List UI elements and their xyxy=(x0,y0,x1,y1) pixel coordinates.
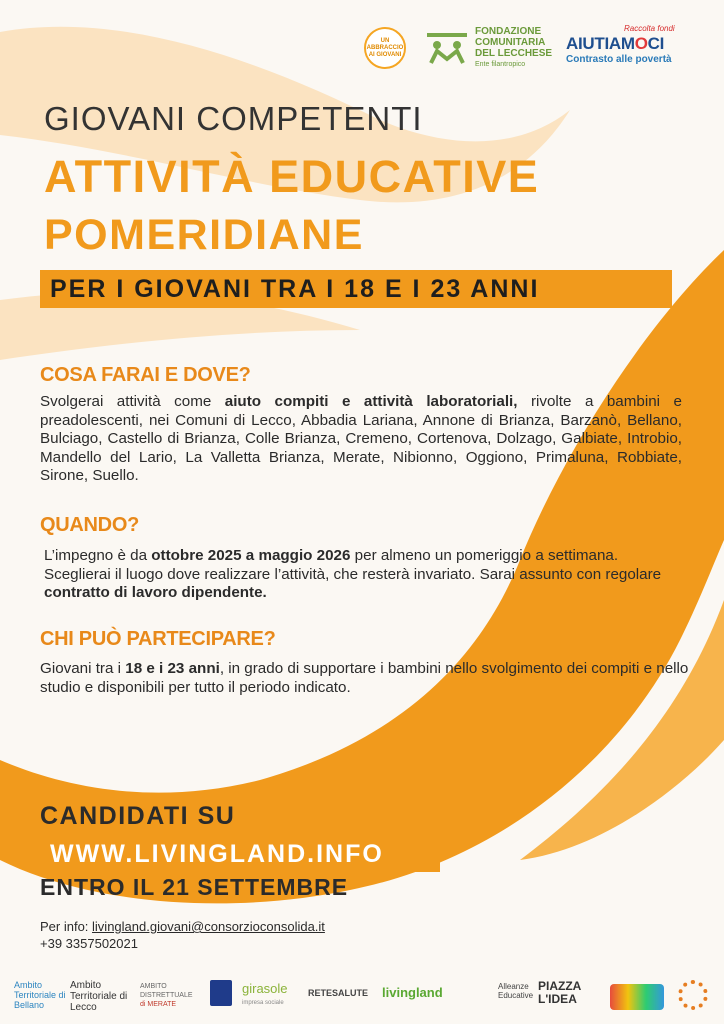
lecco-logo: Ambito Territoriale di Lecco xyxy=(70,980,128,1013)
info-label: Per info: xyxy=(40,919,93,934)
bellano-logo: Ambito Territoriale di Bellano xyxy=(14,980,66,1010)
footer-logos xyxy=(10,976,714,1020)
children-logo xyxy=(610,984,664,1010)
section2-heading: QUANDO? xyxy=(40,514,140,536)
phone-number: +39 3357502021 xyxy=(40,936,138,951)
piazza-idea-logo: PIAZZA L'IDEA xyxy=(538,979,582,1006)
aiutiamoci-name: AIUTIAMOCI xyxy=(566,34,665,53)
section3-body: Giovani tra i 18 e i 23 anni, in grado di supportare i bambini nello svolgimento dei compiti e nello studio e disponibili per tutto il periodo indicato. xyxy=(40,660,689,696)
fondazione-line3: DEL LECCHESE xyxy=(475,48,553,59)
girasole-logo: girasole impresa sociale xyxy=(242,981,288,1006)
raccolta-fondi-label: Raccolta fondi xyxy=(624,24,675,33)
alleanze-logo: Alleanze Educative xyxy=(498,982,534,1000)
age-banner-text: PER I GIOVANI TRA I 18 E I 23 ANNI xyxy=(50,275,540,303)
fondazione-logo xyxy=(425,26,552,70)
deadline-text: ENTRO IL 21 SETTEMBRE xyxy=(40,874,349,900)
section1-body: Svolgerai attività come aiuto compiti e attività laboratoriali, rivolte a bambini e preadolescenti, nei Comuni di Lecco, Abbadia Lariana, Annone di Brianza, Barzanò, Bellano, Bulciago, Castello di Brianza, Colle Brianza, Cremeno, Cortenova, Dolzago, Galbiate, Introbio, Mandello del Lario, La Valletta Brianza, Merate, Nibionno, Oggiono, Primaluna, Robbiate, Sirone, Suello. xyxy=(40,393,682,484)
contact-info xyxy=(40,918,325,952)
email-link[interactable]: livingland.giovani@consorzioconsolida.it xyxy=(92,919,325,934)
fondazione-icon xyxy=(425,31,469,65)
fondazione-line2: COMUNITARIA xyxy=(475,37,546,48)
crest-logo xyxy=(210,980,232,1006)
aiutiamoci-logo xyxy=(566,24,675,65)
aiutiamoci-tagline: Contrasto alle povertà xyxy=(566,54,672,65)
circle-logo xyxy=(678,980,708,1010)
abbraccio-logo-text: UN ABBRACCIO AI GIOVANI xyxy=(366,37,404,58)
section3-heading: CHI PUÒ PARTECIPARE? xyxy=(40,628,276,650)
title-line1: GIOVANI COMPETENTI xyxy=(44,100,423,137)
title-line3: POMERIDIANE xyxy=(44,211,364,259)
title-line2: ATTIVITÀ EDUCATIVE xyxy=(44,151,540,202)
merate-logo: AMBITO DISTRETTUALE di MERATE xyxy=(140,983,193,1008)
website-link[interactable]: WWW.LIVINGLAND.INFO xyxy=(50,840,384,868)
fondazione-sub: Ente filantropico xyxy=(475,61,526,68)
livingland-logo: livingland xyxy=(382,985,443,1000)
section1-heading: COSA FARAI E DOVE? xyxy=(40,364,251,386)
retesalute-logo: RETESALUTE xyxy=(308,988,369,998)
abbraccio-logo xyxy=(364,27,406,69)
section2-body: L’impegno è da ottobre 2025 a maggio 2026 per almeno un pomeriggio a settimana. Sceglierai il luogo dove realizzare l’attività, che resterà invariato. Sarai assunto con regolare contratto di lavoro dipendente. xyxy=(44,547,662,601)
candidati-label: CANDIDATI SU xyxy=(40,802,236,830)
fondazione-line1: FONDAZIONE xyxy=(475,26,542,37)
